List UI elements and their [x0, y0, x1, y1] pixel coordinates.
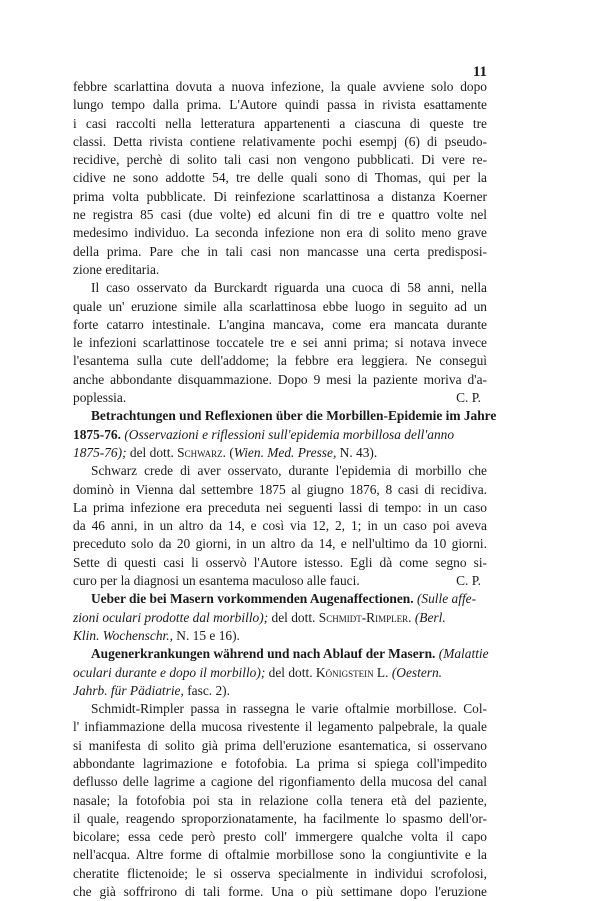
article-source: (Oestern. — [391, 664, 443, 680]
text-line: della prima. Pare che in tali casi non mancasse una certa predisposi- — [73, 243, 487, 259]
text-line: recidive, perchè di solito tali casi non vengono pubblicati. Di vere re- — [73, 152, 487, 168]
article-title-it-cont: oculari durante e dopo il morbillo); — [73, 664, 266, 680]
text-line: che già soffrirono di tali forme. Una o più settimane dopo l'eruzione — [73, 884, 487, 900]
text-line: anche abbondante disquammazione. Dopo 9 mesi la paziente moriva d'a- — [73, 371, 487, 387]
text-line: forte catarro intestinale. L'angina mancava, come era mancata durante — [73, 316, 487, 332]
paragraph-2 — [73, 279, 487, 407]
article-title-it-cont: zioni oculari prodotte dal morbillo); — [73, 609, 269, 625]
text-line: nasale; la fotofobia poi sta in relazione colla tenera età del paziente, — [73, 792, 487, 808]
text-line: le infezioni scarlattinose toccatele tre e sei anni prima; si notava invece — [73, 335, 487, 351]
article-heading-3 — [73, 645, 487, 700]
text-line: i casi raccolti nella letteratura appartenenti a ciascuna di queste tre — [73, 115, 487, 131]
text-line — [73, 609, 487, 627]
article-heading-2 — [73, 590, 487, 645]
article-title-it: (Malattie — [438, 646, 489, 662]
text-line — [73, 444, 487, 462]
author-initials: C. P. — [456, 390, 481, 406]
page-body — [73, 78, 497, 901]
text-line: l'esantema sulla cute dell'addome; la febbre era leggiera. Ne conseguì — [73, 353, 487, 369]
article-source-issue: N. 43). — [339, 444, 378, 460]
text-line: La prima infezione era preceduta nei seguenti lassi di tempo: in un caso — [73, 499, 487, 515]
text-line: classi. Detta rivista contiene relativamente pochi esempj (6) di pseudo- — [73, 133, 487, 149]
article-heading-1 — [73, 407, 497, 462]
article-author: Königstein L. — [315, 664, 389, 680]
text-line: cheratite flictenoide; le si osserva specialmente in individui scrofolosi, — [73, 865, 487, 881]
paragraph-4 — [73, 700, 487, 901]
article-source-issue: N. 15 e 16). — [176, 627, 240, 643]
text-line: da 46 anni, in un altro da 14, e così via 12, 2, 1; in un caso poi aveva — [73, 518, 487, 534]
article-title-de: Augenerkrankungen während und nach Ablauf der Masern. — [91, 646, 436, 662]
article-source: (Berl. — [414, 609, 446, 625]
text-line: ne registra 85 casi (due volte) ed alcuni fin di tre e quattro volte nel — [73, 207, 487, 223]
text-line: quale un' eruzione simile alla scarlattinosa ebbe luogo in seguito ad un — [73, 298, 487, 314]
author-initials: C. P. — [456, 573, 481, 589]
text-line — [73, 426, 487, 444]
text-line: Sette di questi casi li osservò l'Autore istesso. Egli dà come segno si- — [73, 554, 487, 570]
text-line — [73, 572, 487, 590]
text-line: Schmidt-Rimpler passa in rassegna le varie oftalmie morbillose. Col- — [91, 701, 487, 717]
text-fragment: curo per la diagnosi un esantema maculoso alle fauci. — [73, 573, 360, 589]
text-line: Il caso osservato da Burckardt riguarda una cuoca di 58 anni, nella — [91, 280, 487, 296]
author-prefix: del dott. — [268, 664, 313, 680]
text-line: zione ereditaria. — [73, 261, 160, 277]
text-line: bicolare; essa cede però presto coll' immergere qualche volta il capo — [73, 829, 487, 845]
article-source-cont: Klin. Wochenschr., — [73, 627, 173, 643]
text-line: Schwarz crede di aver osservato, durante l'epidemia di morbillo che — [91, 463, 487, 479]
text-line: l' infiammazione della mucosa rivestente il legamento palpebrale, la quale — [73, 719, 487, 735]
text-line: medesimo individuo. La seconda infezione non era di solito meno grave — [73, 225, 487, 241]
text-line: abbondante lagrimazione e fotofobia. La prima si spiega coll'impedito — [73, 755, 487, 771]
text-line — [73, 389, 487, 407]
text-line: dominò in Vienna dal settembre 1875 al giugno 1876, 8 casi di recidiva. — [73, 481, 487, 497]
text-line — [73, 627, 487, 645]
paragraph-3 — [73, 462, 487, 590]
text-line: si manifesta di solito già prima dell'eruzione esantematica, si osservano — [73, 737, 487, 753]
source-open: ( — [229, 444, 234, 460]
text-line — [73, 664, 487, 682]
author-prefix: del dott. — [129, 444, 174, 460]
text-line — [73, 682, 487, 700]
article-title-it: (Sulle affe- — [416, 591, 477, 607]
page-number: 11 — [472, 64, 487, 80]
article-author: Schmidt-Rimpler. — [318, 609, 412, 625]
text-line: preceduto solo da 20 giorni, in un altro da 14, e nell'ultimo da 10 giorni. — [73, 536, 487, 552]
text-line: prima volta pubblicate. Di reinfezione scarlattinosa a distanza Koerner — [73, 188, 487, 204]
article-title-it-cont: 1875-76); — [73, 444, 127, 460]
text-line: febbre scarlattina dovuta a nuova infezione, la quale avviene solo dopo — [73, 79, 487, 94]
article-source: Wien. Med. Presse, — [233, 444, 337, 460]
article-title-de: Betrachtungen und Reflexionen über die Morbillen-Epidemie im Jahre — [91, 408, 497, 424]
text-line — [73, 645, 487, 663]
text-line: nell'acqua. Altre forme di oftalmie morbillose sono la congiuntivite e la — [73, 847, 487, 863]
text-line: il quale, reagendo sproporzionatamente, ha facilmente lo spasmo dell'or- — [73, 810, 487, 826]
paragraph-1 — [73, 78, 487, 279]
article-author: Schwarz. — [177, 444, 226, 460]
text-line: deflusso delle lagrime a cagione del rigonfiamento della mucosa del canal — [73, 774, 487, 790]
article-title-de: Ueber die bei Masern vorkommenden Augenaffectionen. — [91, 591, 414, 607]
article-source-cont: Jahrb. für Pädiatrie, — [73, 682, 184, 698]
text-line — [73, 407, 497, 425]
text-line — [73, 590, 487, 608]
text-line: lungo tempo dalla prima. L'Autore quindi passa in rivista esattamente — [73, 97, 487, 113]
author-prefix: del dott. — [271, 609, 316, 625]
article-source-issue: fasc. 2). — [187, 682, 230, 698]
text-line: cidive ne sono addotte 54, tre delle quali sono di Thomas, qui per la — [73, 170, 487, 186]
text-fragment: poplessia. — [73, 390, 127, 406]
article-title-de-cont: 1875-76. — [73, 426, 121, 442]
article-title-it: (Osservazioni e riflessioni sull'epidemia morbillosa dell'anno — [124, 426, 455, 442]
